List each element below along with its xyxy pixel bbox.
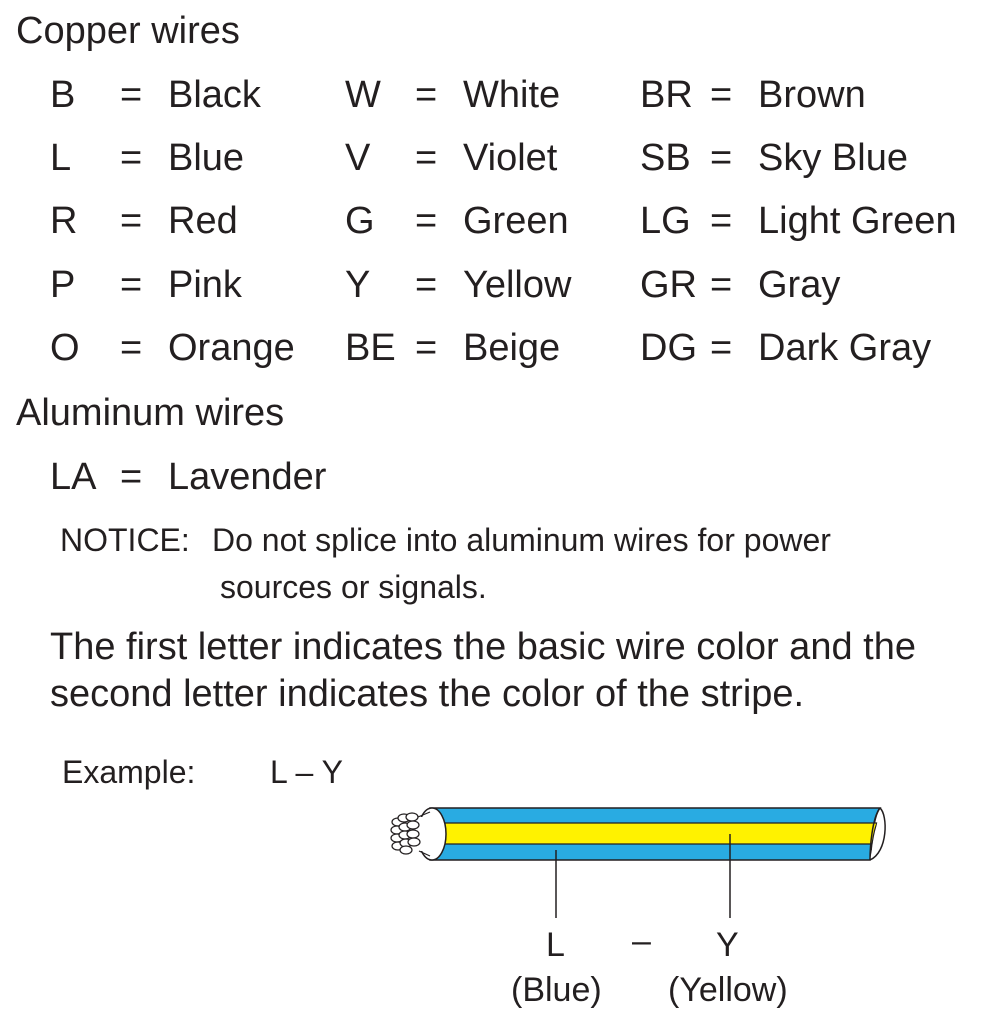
color-code: LG bbox=[640, 200, 691, 242]
equals-sign: = bbox=[120, 456, 143, 498]
color-name: Orange bbox=[168, 327, 295, 369]
color-name: White bbox=[463, 74, 561, 116]
color-name: Pink bbox=[168, 264, 242, 306]
explanation-line1: The first letter indicates the basic wire color and the bbox=[50, 626, 916, 668]
equals-sign: = bbox=[120, 264, 143, 306]
color-code: BR bbox=[640, 74, 693, 116]
equals-sign: = bbox=[120, 327, 143, 369]
color-name: Green bbox=[463, 200, 569, 242]
equals-sign: = bbox=[415, 200, 438, 242]
example-code: L – Y bbox=[270, 754, 343, 790]
copper-wires-heading: Copper wires bbox=[16, 10, 240, 52]
color-code: R bbox=[50, 200, 78, 242]
color-code: W bbox=[345, 74, 381, 116]
stripe-color-name: (Yellow) bbox=[668, 971, 788, 1009]
wire-insulation bbox=[430, 808, 885, 860]
notice-text-line2: sources or signals. bbox=[220, 569, 487, 605]
color-name: Brown bbox=[758, 74, 866, 116]
aluminum-wires-heading: Aluminum wires bbox=[16, 392, 285, 434]
example-dash: – bbox=[632, 922, 651, 960]
color-name: Dark Gray bbox=[758, 327, 932, 369]
color-code: LA bbox=[50, 456, 97, 498]
notice-label: NOTICE: bbox=[60, 522, 190, 558]
color-code: GR bbox=[640, 264, 697, 306]
color-name: Blue bbox=[168, 137, 245, 179]
equals-sign: = bbox=[710, 137, 733, 179]
explanation-line2: second letter indicates the color of the stripe. bbox=[50, 673, 805, 715]
equals-sign: = bbox=[710, 200, 733, 242]
equals-sign: = bbox=[415, 137, 438, 179]
color-code: P bbox=[50, 264, 76, 306]
color-name: Gray bbox=[758, 264, 841, 306]
color-code: SB bbox=[640, 137, 691, 179]
color-name: Violet bbox=[463, 137, 558, 179]
wire-stripe bbox=[436, 823, 877, 844]
equals-sign: = bbox=[415, 74, 438, 116]
equals-sign: = bbox=[120, 200, 143, 242]
equals-sign: = bbox=[120, 137, 143, 179]
equals-sign: = bbox=[710, 74, 733, 116]
color-code: O bbox=[50, 327, 80, 369]
color-code: DG bbox=[640, 327, 697, 369]
color-code: BE bbox=[345, 327, 396, 369]
conductor-strands bbox=[391, 812, 434, 856]
equals-sign: = bbox=[415, 327, 438, 369]
color-name: Yellow bbox=[463, 264, 572, 306]
color-code: L bbox=[50, 137, 72, 179]
base-color-name: (Blue) bbox=[511, 971, 602, 1009]
color-name: Black bbox=[168, 74, 261, 116]
color-name: Sky Blue bbox=[758, 137, 908, 179]
equals-sign: = bbox=[710, 327, 733, 369]
equals-sign: = bbox=[120, 74, 143, 116]
color-name: Light Green bbox=[758, 200, 957, 242]
stripe-color-letter: Y bbox=[716, 926, 739, 964]
color-code: Y bbox=[345, 264, 371, 306]
color-name: Beige bbox=[463, 327, 561, 369]
color-code: V bbox=[345, 137, 371, 179]
example-label: Example: bbox=[62, 754, 196, 790]
color-code: G bbox=[345, 200, 375, 242]
equals-sign: = bbox=[710, 264, 733, 306]
color-code: B bbox=[50, 74, 76, 116]
notice-text-line1: Do not splice into aluminum wires for power bbox=[212, 522, 831, 558]
color-name: Red bbox=[168, 200, 238, 242]
color-name: Lavender bbox=[168, 456, 327, 498]
base-color-letter: L bbox=[546, 926, 565, 964]
equals-sign: = bbox=[415, 264, 438, 306]
